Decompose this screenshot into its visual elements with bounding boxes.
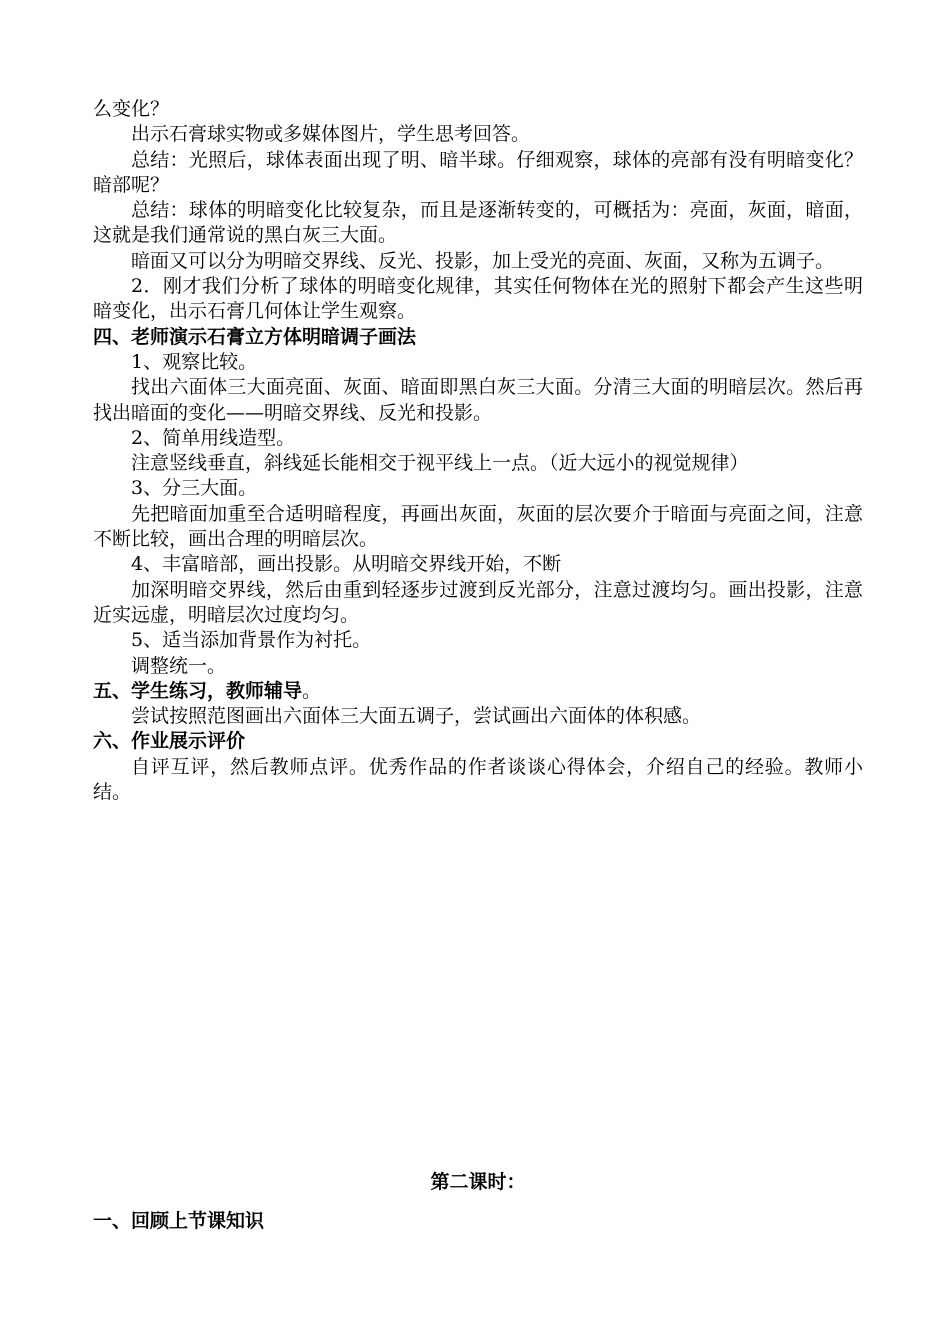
paragraph: 5、适当添加背景作为衬托。: [131, 629, 372, 652]
paragraph: 先把暗面加重至合适明暗程度，再画出灰面，灰面的层次要介于暗面与亮面之间，注意不断比较，画出合理的明暗层次。: [93, 502, 863, 551]
paragraph: 找出六面体三大面亮面、灰面、暗面即黑白灰三大面。分清三大面的明暗层次。然后再找出暗面的变化——明暗交界线、反光和投影。: [93, 376, 863, 424]
paragraph: 出示石膏球实物或多媒体图片，学生思考回答。: [131, 123, 531, 146]
paragraph: 总结：球体的明暗变化比较复杂，而且是逐渐转变的，可概括为：亮面，灰面，暗面，这就是我们通常说的黑白灰三大面。: [93, 199, 863, 247]
paragraph: 自评互评，然后教师点评。优秀作品的作者谈谈心得体会，介绍自己的经验。教师小结。: [93, 755, 863, 804]
paragraph: 暗面又可以分为明暗交界线、反光、投影，加上受光的亮面、灰面，又称为五调子。: [131, 249, 835, 272]
section-heading-text: 五、学生练习，教师辅导: [93, 679, 303, 702]
section-heading: 四、老师演示石膏立方体明暗调子画法: [93, 325, 417, 348]
paragraph: 2．刚才我们分析了球体的明暗变化规律，其实任何物体在光的照射下都会产生这些明暗变化，出示石膏几何体让学生观察。: [93, 275, 863, 323]
section-heading: 一、回顾上节课知识: [93, 1210, 265, 1232]
lesson-title: 第二课时：: [430, 1171, 526, 1193]
paragraph: 么变化？: [93, 98, 170, 120]
document-body: [93, 97, 863, 805]
paragraph: 调整统一。: [131, 654, 227, 677]
paragraph: 总结：光照后，球体表面出现了明、暗半球。仔细观察，球体的亮部有没有明暗变化？暗部呢？: [93, 148, 863, 196]
paragraph: 注意竖线垂直，斜线延长能相交于视平线上一点。（近大远小的视觉规律）: [131, 452, 749, 475]
paragraph: 4、丰富暗部，画出投影。从明暗交界线开始，不断: [131, 553, 562, 576]
section-heading-punct: 。: [302, 679, 322, 702]
paragraph: 尝试按照范图画出六面体三大面五调子，尝试画出六面体的体积感。: [131, 705, 702, 728]
paragraph: 3、分三大面。: [131, 477, 258, 500]
paragraph: 加深明暗交界线，然后由重到轻逐步过渡到反光部分，注意过渡均匀。画出投影，注意近实远虚，明暗层次过度均匀。: [93, 578, 863, 626]
section-heading: [93, 679, 863, 704]
lesson-two-section: [93, 1170, 863, 1234]
section-heading: 六、作业展示评价: [93, 730, 246, 753]
paragraph: 2、简单用线造型。: [131, 426, 296, 449]
paragraph: 1、观察比较。: [131, 350, 258, 373]
